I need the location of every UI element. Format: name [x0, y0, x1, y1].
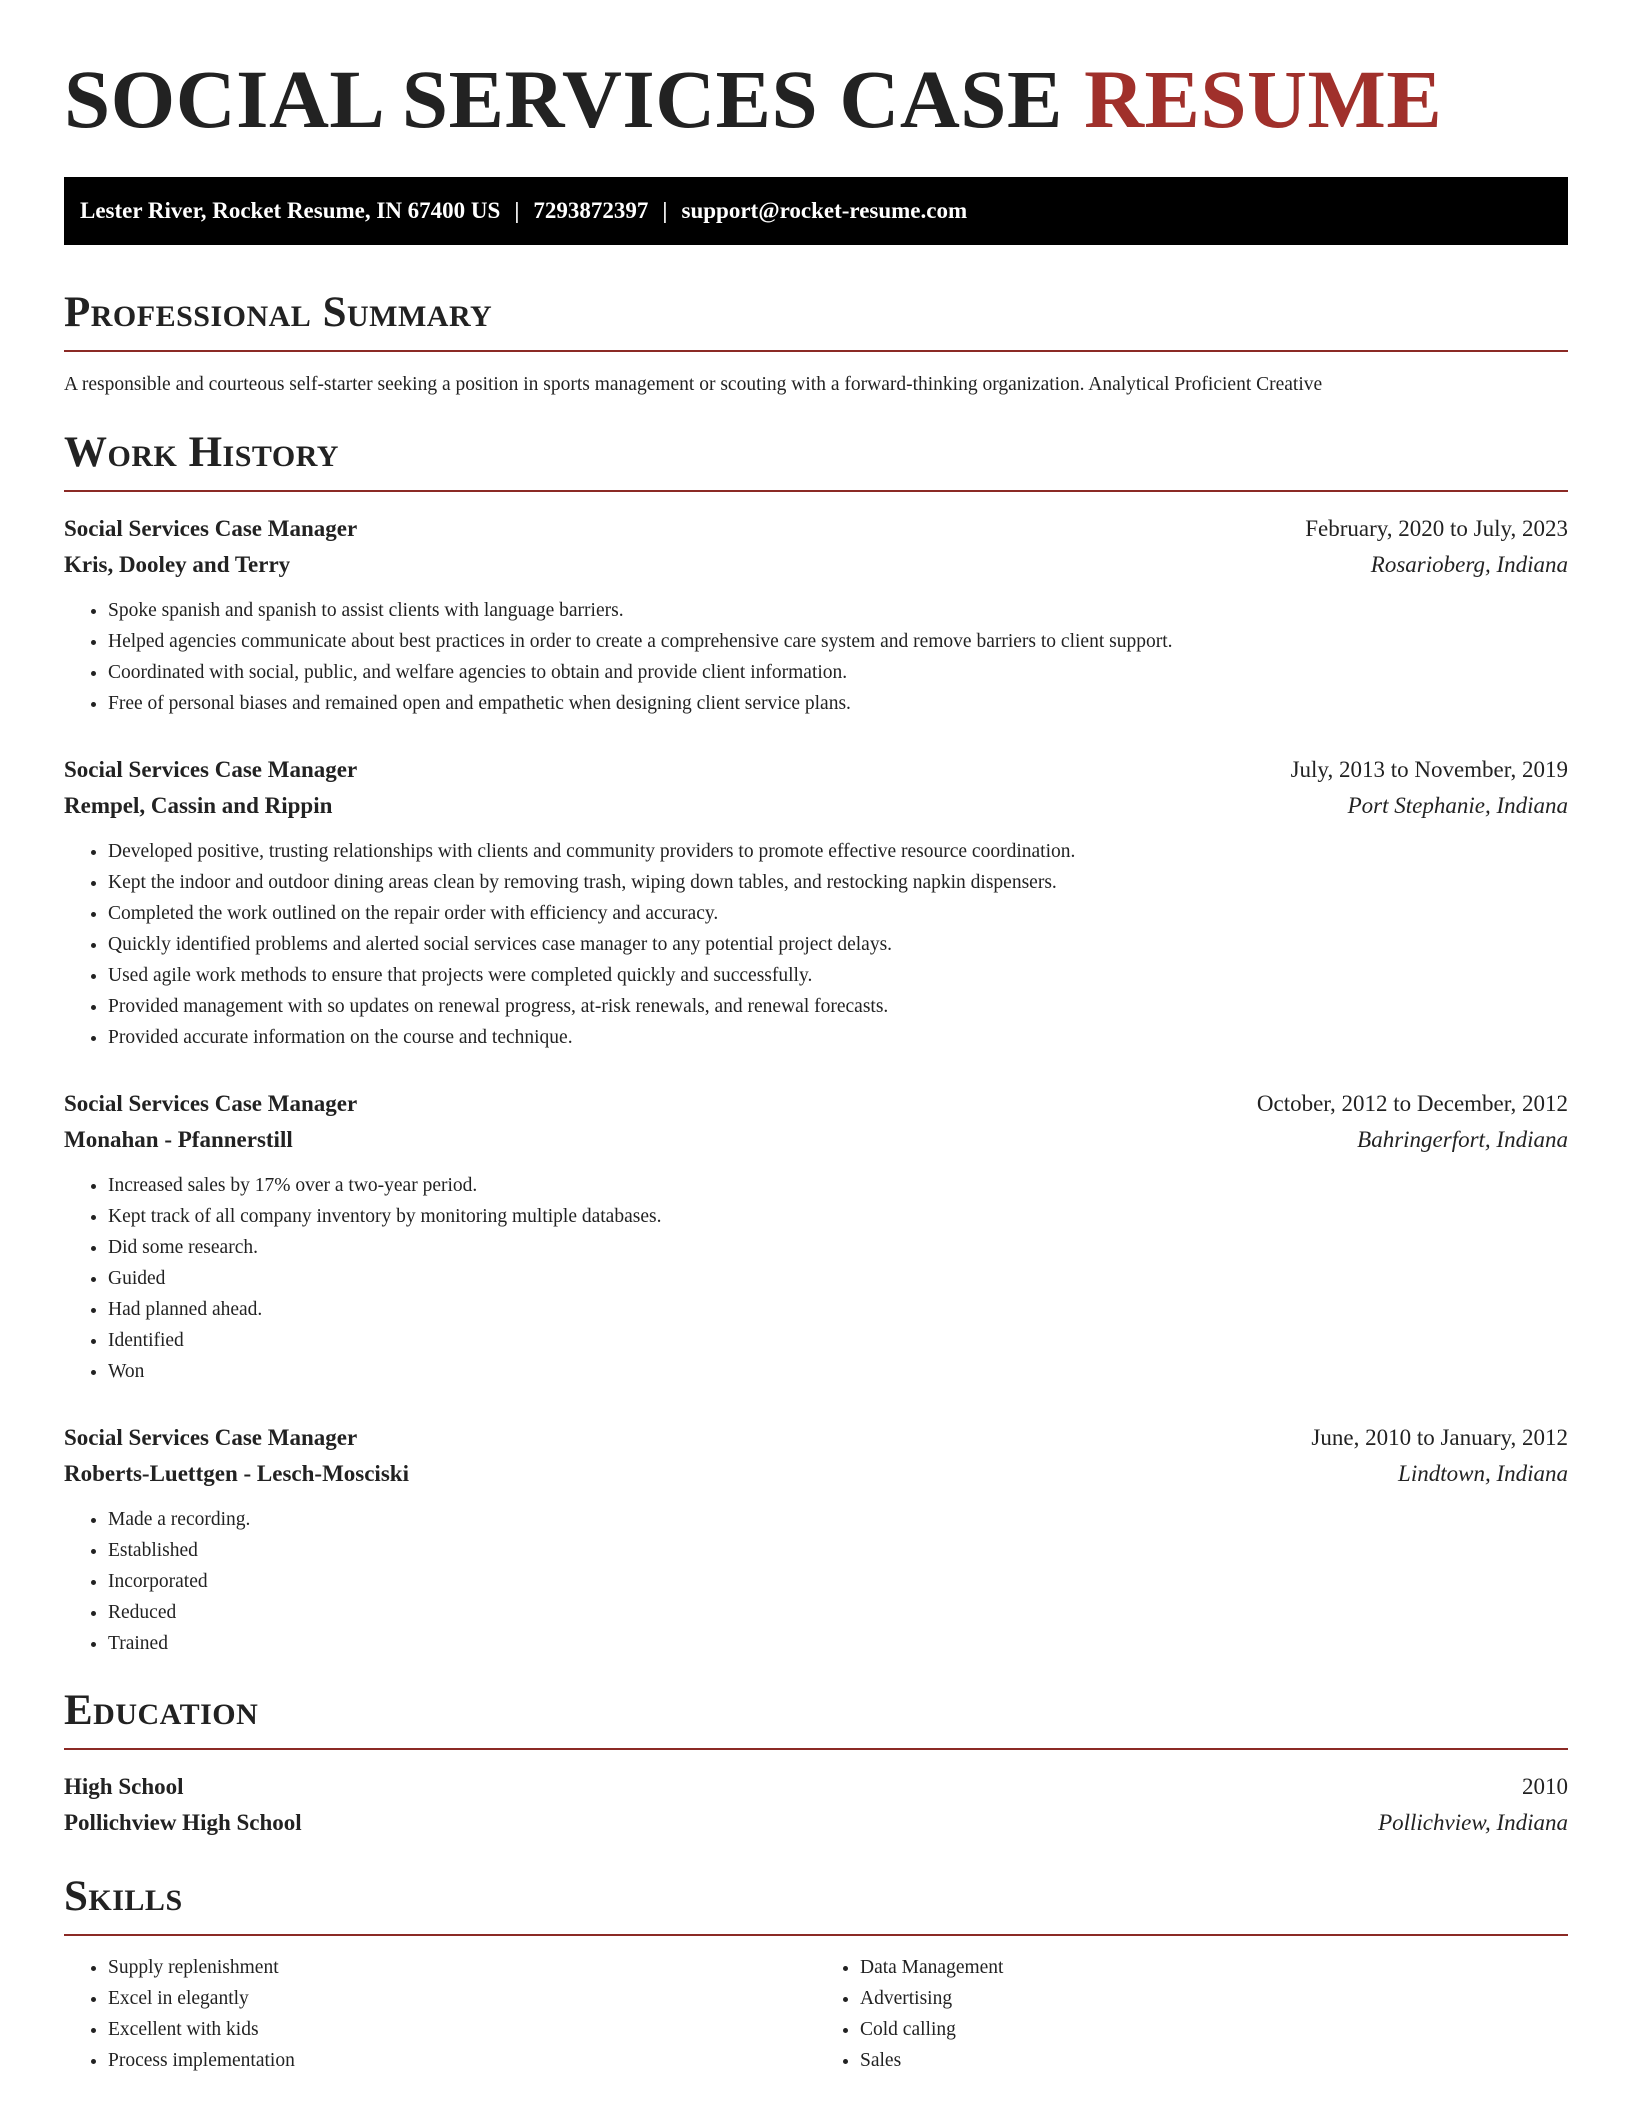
- job-bullet: • Increased sales by 17% over a two-year period.: [108, 1170, 1568, 1201]
- summary-section: [64, 291, 1568, 397]
- job-dates: June, 2010 to January, 2012: [1311, 1425, 1568, 1451]
- skills-section: [64, 1875, 1568, 2076]
- contact-email: support@rocket-resume.com: [681, 198, 968, 223]
- summary-title: Professional Summary: [64, 289, 493, 336]
- resume-page: [64, 0, 1568, 2076]
- job-bullet: • Provided accurate information on the course and technique.: [108, 1022, 1568, 1053]
- education-entry: [64, 1769, 1568, 1841]
- job-bullet: • Provided management with so updates on renewal progress, at-risk renewals, and renewal forecasts.: [108, 991, 1568, 1022]
- job-bullet: • Won: [108, 1356, 1568, 1387]
- job-entry: [64, 1086, 1568, 1387]
- skill-item: • Excel in elegantly: [108, 1983, 816, 2014]
- contact-phone: 7293872397: [533, 198, 649, 223]
- job-bullet: • Made a recording.: [108, 1504, 1568, 1535]
- job-title: Social Services Case Manager: [64, 1425, 358, 1451]
- job-bullet: • Identified: [108, 1325, 1568, 1356]
- job-dates: October, 2012 to December, 2012: [1256, 1091, 1568, 1117]
- job-entry: [64, 1420, 1568, 1659]
- skills-list-left: [64, 1952, 816, 2076]
- skill-item: • Cold calling: [860, 2014, 1568, 2045]
- job-bullet: • Coordinated with social, public, and welfare agencies to obtain and provide client information.: [108, 657, 1568, 688]
- job-bullets: [64, 836, 1568, 1053]
- job-bullet: • Quickly identified problems and alerted social services case manager to any potential project delays.: [108, 929, 1568, 960]
- skills-columns: [64, 1952, 1568, 2076]
- job-company: Rempel, Cassin and Rippin: [64, 793, 333, 819]
- job-dates: July, 2013 to November, 2019: [1290, 757, 1568, 783]
- skill-item: • Advertising: [860, 1983, 1568, 2014]
- job-title: Social Services Case Manager: [64, 757, 358, 783]
- education-location: Pollichview, Indiana: [1378, 1810, 1568, 1836]
- job-company: Kris, Dooley and Terry: [64, 552, 291, 578]
- job-bullet: • Did some research.: [108, 1232, 1568, 1263]
- job-bullet: • Spoke spanish and spanish to assist clients with language barriers.: [108, 595, 1568, 626]
- job-location: Rosarioberg, Indiana: [1370, 552, 1568, 578]
- education-year: 2010: [1522, 1774, 1568, 1800]
- job-dates: February, 2020 to July, 2023: [1305, 516, 1568, 542]
- job-company: Monahan - Pfannerstill: [64, 1127, 293, 1153]
- job-bullet: • Trained: [108, 1628, 1568, 1659]
- job-bullets: [64, 1504, 1568, 1659]
- job-location: Bahringerfort, Indiana: [1357, 1127, 1568, 1153]
- job-bullet: • Incorporated: [108, 1566, 1568, 1597]
- section-divider: [64, 490, 1568, 492]
- contact-bar: [64, 177, 1568, 245]
- section-divider: [64, 350, 1568, 352]
- skills-list-right: [816, 1952, 1568, 2076]
- skill-item: • Excellent with kids: [108, 2014, 816, 2045]
- contact-address: Lester River, Rocket Resume, IN 67400 US: [80, 198, 501, 223]
- job-bullet: • Kept the indoor and outdoor dining areas clean by removing trash, wiping down tables, and restocking napkin dispensers.: [108, 867, 1568, 898]
- summary-text: A responsible and courteous self-starter seeking a position in sports management or scouting with a forward-thinking organization. Analytical Proficient Creative: [64, 374, 1323, 395]
- resume-name-heading: [64, 53, 1568, 145]
- job-entry: [64, 752, 1568, 1053]
- education-school: Pollichview High School: [64, 1810, 302, 1836]
- section-divider: [64, 1934, 1568, 1936]
- job-bullet: • Established: [108, 1535, 1568, 1566]
- skills-title: Skills: [64, 1873, 183, 1921]
- job-bullet: • Developed positive, trusting relationships with clients and community providers to promote effective resource coordination.: [108, 836, 1568, 867]
- work-history-section: [64, 431, 1568, 1659]
- job-bullet: • Used agile work methods to ensure that projects were completed quickly and successfully.: [108, 960, 1568, 991]
- section-divider: [64, 1748, 1568, 1750]
- name-part-main: SOCIAL SERVICES CASE: [64, 53, 1063, 145]
- job-location: Lindtown, Indiana: [1398, 1461, 1568, 1487]
- job-entry: [64, 511, 1568, 719]
- skill-item: • Supply replenishment: [108, 1952, 816, 1983]
- job-bullet: • Free of personal biases and remained open and empathetic when designing client service plans.: [108, 688, 1568, 719]
- job-location: Port Stephanie, Indiana: [1347, 793, 1568, 819]
- job-title: Social Services Case Manager: [64, 516, 358, 542]
- work-history-title: Work History: [64, 429, 339, 477]
- skill-item: • Process implementation: [108, 2045, 816, 2076]
- contact-separator: |: [662, 198, 668, 223]
- job-bullet: • Guided: [108, 1263, 1568, 1294]
- education-section: [64, 1689, 1568, 1841]
- education-degree: High School: [64, 1774, 184, 1800]
- skill-item: • Sales: [860, 2045, 1568, 2076]
- job-bullets: [64, 1170, 1568, 1387]
- job-bullet: • Helped agencies communicate about best practices in order to create a comprehensive care system and remove barriers to client support.: [108, 626, 1568, 657]
- job-bullets: [64, 595, 1568, 719]
- name-part-accent: RESUME: [1084, 53, 1443, 145]
- job-bullet: • Reduced: [108, 1597, 1568, 1628]
- job-title: Social Services Case Manager: [64, 1091, 358, 1117]
- job-bullet: • Kept track of all company inventory by monitoring multiple databases.: [108, 1201, 1568, 1232]
- job-bullet: • Completed the work outlined on the repair order with efficiency and accuracy.: [108, 898, 1568, 929]
- job-bullet: • Had planned ahead.: [108, 1294, 1568, 1325]
- education-title: Education: [64, 1687, 259, 1735]
- job-company: Roberts-Luettgen - Lesch-Mosciski: [64, 1461, 409, 1487]
- skill-item: • Data Management: [860, 1952, 1568, 1983]
- contact-separator: |: [514, 198, 520, 223]
